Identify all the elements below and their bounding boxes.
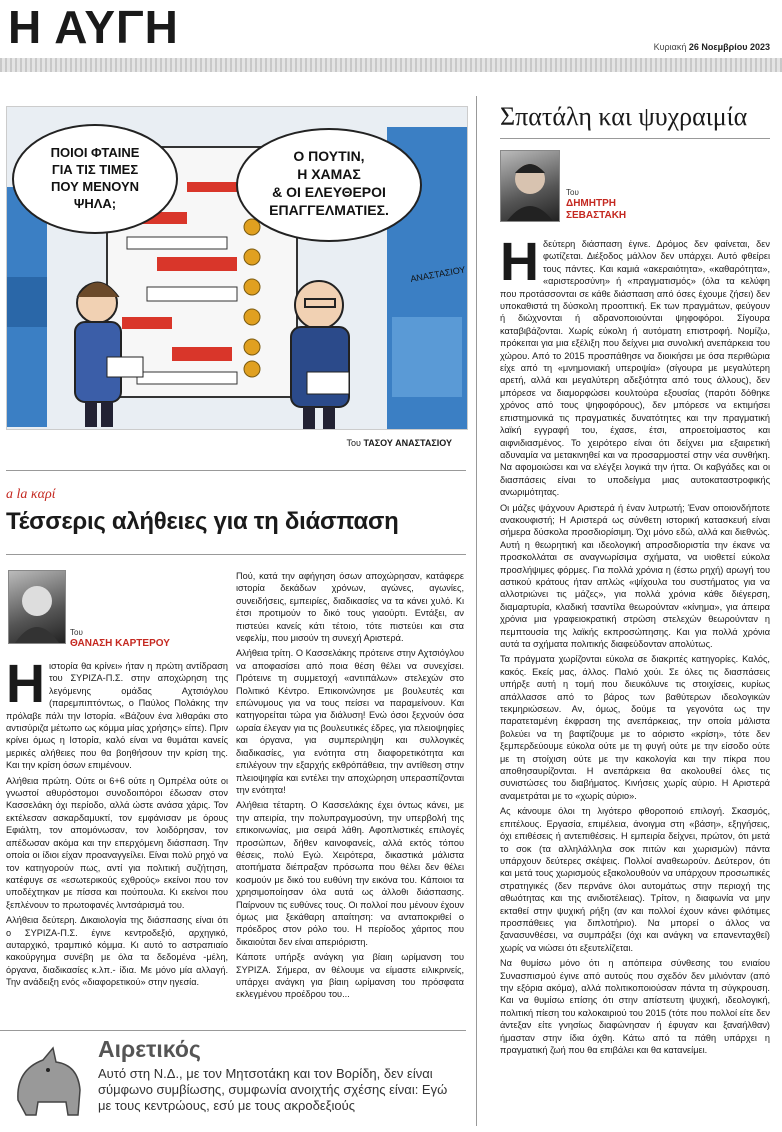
sidebar-divider bbox=[0, 1030, 466, 1031]
cartoon-character-right bbox=[291, 281, 349, 429]
drop-cap: Η bbox=[500, 238, 539, 292]
bubble-text-line: ΨΗΛΑ; bbox=[73, 196, 117, 211]
paragraph: Ας κάνουμε όλοι τη λιγότερο φθοροποιό επιλογή. Σκασμός, επιτέλους. Εργασία, επιμέλεια, άνοιγμα στη «βάση», εξηγήσεις, όχι επιθέσεις ή αντεπιθέσεις. Η εμπειρία δείχνει, πρώτον, ότι μετά το σοκ (τα αλληλάλληλα σοκ πιτών και χωρισμών) πάντα υπάρχουν δεύτερες σκέψεις. Πολλοί αναθεωρούν. Δεύτερον, ότι και μετά τους χωρισμούς εξακολουθούν να υπάρχουν προσωπικές στρατηγικές (δεν περνάνε όλοι αυτομάτως στην περιοχή της αθωότητας και της ανιδιοτέλειας). Τρίτον, η διαφωνία να μην εκταθεί στην ψυχική ρήξη (αν και πολλοί έχουν κάνει φιλότιμες προσπάθειες για διπλοτήριο). Να μπορεί ο άλλος να ξανασυνθέσει, να συμπράξει (όχι και ανάγκη να επανενταχθεί) χωρίς να νιώσει ότι εξευτελίζεται. bbox=[500, 806, 770, 953]
paragraph: Οι μάζες ψάχνουν Αριστερά ή έναν λυτρωτή; Έναν οποιονδήποτε ανακουφιστή; Η Αριστερά ως σύνθετη ιστορική κατασκευή είναι σήμερα δύσκολα προσδιορίσιμη. Όχι μόνο εδώ, αλλά και διεθνώς. Αυτή η θεωρητική και ιδεολογική απροσδιοριστία την έκανε να προσκολλάται σε αναγνωρίσιμα σχήματα, να υιοθετεί εύκολα προσλήψιμες φόρμες. Για πολλά χρόνια η (έστω ρηχή) αρωγή του αστικού κράτους ήταν απλώς «ψίχουλα του συστήματος για να αλλοτριώνει τις μάζες», για πολλά χρόνια κάθε διέγερση, διαμαρτυρία, κλαδική τσαντίλα θεωρούνταν «κίνημα», για άπειρα χρόνια μια γραφειοκρατική στρώση στελεχών θεωρούνταν η πεμπτουσία της λαϊκής εκπροσώπησης. Και για πολλά χρόνια αυτά τα σχήματα πολιτικής διαφεύδονταν απολύτως. bbox=[500, 502, 770, 649]
article-headline: Τέσσερις αλήθειες για τη διάσπαση bbox=[6, 508, 399, 535]
masthead-divider bbox=[0, 58, 782, 72]
cartoon-credit bbox=[347, 438, 452, 448]
cartoon-credit-prefix: Του bbox=[346, 438, 364, 448]
bubble-text-line: ΠΟΙΟΙ ΦΤΑΙΝΕ bbox=[50, 145, 140, 160]
author-photo-sevastaki bbox=[500, 150, 560, 222]
paragraph: Αλήθεια πρώτη. Ούτε οι 6+6 ούτε η Ομπρέλα ούτε οι γνωστοί αθυρόστομοι συνοδοιπόροι έδωσαν στον Κασσελάκη όχι περίοδο, αλλά ώστε ανάσα χάρις. Τον εκτέλεσαν ασκαρδαμυκτί, τον εμφάνισαν με όρους Εφιάλτη, τον απομόνωσαν, τον λοιδόρησαν, τον απέδωσαν ακόμα και την επερχόμενη διάσπαση. Την οποία οι ίδιοι είχαν προαναγγείλει. Είναι πολύ ρηχό να τον κατηγορούν πως, αντί για πολιτική συζήτηση, κατέφυγε σε «εσωτερικούς εχθρούς» εκείνοι που τον υποδέχτηκαν με πίσσα και πούπουλα. Κι εκείνοι που ξεπλένουν το πρωτοφανές λιντσάρισμά του. bbox=[6, 775, 228, 910]
masthead: Η ΑΥΓΗ bbox=[8, 1, 179, 53]
paragraph: Τα πράγματα χωρίζονται εύκολα σε διακριτές κατηγορίες. Καλός, κακός. Εκείς μας, άλλος. Παλιό χούι. Σε όλες τις διασπάσεις υπήρξε αυτή η τομή που διευκόλυνε τις στοιχίσεις, κυρίως απάλλασσε από το βάρος των βαθύτερων ιδεολογικών τεκμηριώσεων. Αν, όμως, δούμε τα γεγονότα ως την παρατεταμένη έκφραση της ανεπάρκειας, την οποία μάλιστα βολεύει να τη βαφτίζουμε με το αόριστο «κρίση», τότε δεν ξεμπερδεύουμε εύκολα ούτε με τη φυγή ούτε με την είσοδο ούτε με τη στοίχιση ούτε με την κακολογία και την πίκρα που αποθησαυρίζονται. Η ανεπάρκεια θα ακολουθεί όλες τις συνιστώσες του διαβήματος. Κινήσεις χωρίς αύριο. Η Αριστερά αναμετράται με το «χωρίς αύριο». bbox=[500, 654, 770, 801]
sidebar-title: Αιρετικός bbox=[98, 1036, 201, 1062]
bubble-text-line: & ΟΙ ΕΛΕΥΘΕΡΟΙ bbox=[272, 184, 386, 200]
paragraph: Αλήθεια δεύτερη. Δικαιολογία της διάσπασης είναι ότι ο ΣΥΡΙΖΑ-Π.Σ. έγινε κεντροδεξιό, αρχηγικό, αυταρχικό, τραμπικό κόμμα. Κι αυτό το αστραπιαίο κακούργημα συνέβη με όλα τα δεδομένα -μέλη, όργανα, διαδικασίες κ.λπ.- ίδια. Με μόνο μία αλλαγή. Την ανάδειξη ενός «διαφορετικού» στην ηγεσία. bbox=[6, 915, 228, 988]
bubble-text-line: Ο ΠΟΥΤΙΝ, bbox=[293, 148, 365, 164]
paragraph: Κάποτε υπήρξε ανάγκη για βίαιη ωρίμανση του ΣΥΡΙΖΑ. Σήμερα, αν θέλουμε να είμαστε ειλικρινείς, υπάρχει ανάγκη για βίαιη ωρίμανση του πρόσφατα εκλεγμένου προέδρου του... bbox=[236, 952, 464, 1000]
author-photo-karterou bbox=[8, 570, 66, 644]
issue-date-value: 26 Νοεμβρίου 2023 bbox=[688, 42, 770, 52]
left-article-column-1 bbox=[6, 660, 228, 1030]
editorial-cartoon bbox=[6, 106, 468, 430]
issue-date bbox=[654, 42, 770, 52]
right-article-headline: Σπατάλη και ψυχραιμία bbox=[500, 102, 748, 131]
paragraph: δεύτερη διάσπαση έγινε. Δρόμος δεν φαίνεται, δεν φωτίζεται. Διέξοδος μάλλον δεν υπάρχει. Αυτό φθείρει τους πάντες. Και καμιά «ακεραιότητα», «καθαρότητα», «αριστεροσύνη» ή «πραγματισμός» (όλα τα κελύφη που προτάσσονται σε κάθε διάσπαση από όσες έχουμε ζήσει) δεν υποκαθιστά τη δύσκολη προοπτική. Εκ των πραγμάτων, φεύγουν ή διώχνονται ή αδρανοποιούνται ψηφοφόροι. Σίγουρα καταβιβάζονται. Χωρίς εύκολη ή αυτόματη επιστροφή. Νομίζω, πρόκειται για μια εξέλιξη που δείχνει μια συνολική ανεπάρκεια του χώρου. Από το 2015 προσπάθησε να διοικήσει με όσα περιθώρια είχε από τη «μνημονιακή υπεροψία» (σίγουρα με μεγαλύτερη αρετή, αλλά και μεγαλύτερη αδεξιότητα από τους άλλους), δεν μπόρεσε να διαμορφώσει κουλτούρα εξουσίας (παρότι δόθηκε χρόνος από τους ψηφοφόρους), δεν μπόρεσε να εκτιμήσει επιστημονικά τις πραγματικές δυνατότητες και την πραγματική λαϊκή εγγραφή του, έχασε, έτσι, απροετοίμαστος και αιφνιδιασμένος. Το χειρότερο είναι ότι δείχνει μια εξαιρετική αδυναμία να μετακινηθεί και να προσαρμοστεί στην νέα συνθήκη. Να αφομοιώσει και να ελέγξει λογικά την ήττα. Οι καβγάδες και οι διασπάσεις είναι το υποδείγμα μιας αυτοκαταστροφικής ανωριμότητας. bbox=[500, 239, 770, 498]
paragraph: Πού, κατά την αφήγηση όσων αποχώρησαν, κατάφερε ιστορία δεκάδων χρόνων, αγώνες, αγωνίες, συνειδήσεις, εμπειρίες, διαδικασίες να τα κάνει χυλό. Κι έτσι προτιμούν το δικό τους γιαούρτι. Εντάξει, αν πιστεύει κανείς κάτι τέτοιο, τότε πιστεύει και στα νεφελίμ, που μισούν τη συνεχή Αριστερά. bbox=[236, 571, 464, 644]
paragraph: Αλήθεια τρίτη. Ο Κασσελάκης πρότεινε στην Αχτσιόγλου να αποφασίσει από ποια θέση θέλει να συνεχίσει. Πρότεινε τη συμμετοχή «αντιπάλων» στελεχών στο Πολιτικό Κέντρο. Επικοινώνησε με βουλευτές και επώνυμους για να τους πείσει να παραμείνουν. Και κατηγορείται τώρα για διάλυση! Ενώ όσοι ξεχνούν όσα ωραία έλεγαν για τις βουλευτικές έδρες, για πλειοψηφίες και όργανα, για συμπεριληψη και συλλογικές διαδικασίες, για ενότητα στη διαφορετικότητα και επιλέγουν την εξαρχής εκθρόπάθεια, την αντίθεση στην πλειοψηφία και εντέλει την αποχώρηση υπερασπίζονται την ενότητα! bbox=[236, 648, 464, 795]
sidebar-text: Αυτό στη Ν.Δ., με τον Μητσοτάκη και τον Βορίδη, δεν είναι σύμφωνο συμβίωσης, συμφωνία ανοιχτής σχέσης είναι: Εγώ με τους κεντρώους, εσύ με τους ακροδεξιούς bbox=[98, 1066, 448, 1113]
bubble-text-line: ΠΟΥ ΜΕΝΟΥΝ bbox=[50, 179, 140, 194]
drop-cap: Η bbox=[6, 660, 45, 714]
author-prefix: Του bbox=[70, 628, 83, 637]
right-author-name-line1: ΔΗΜΗΤΡΗ bbox=[566, 198, 616, 209]
column-kicker: a la καρί bbox=[6, 487, 56, 502]
issue-date-prefix: Κυριακή bbox=[653, 42, 689, 52]
author-portrait-icon bbox=[9, 571, 65, 643]
cartoon-illustration bbox=[7, 107, 467, 429]
section-divider bbox=[6, 470, 466, 471]
paragraph: ιστορία θα κρίνει» ήταν η πρώτη αντίδραση του ΣΥΡΙΖΑ-Π.Σ. στην αποχώρηση της λεγόμενης ομάδας Αχτσιόγλου (παρεμπιπτόντως, ο Παύλος Πολάκης την πρόλαβε πάλι την Ιστορία. «Βάζουν ένα λιθαράκι στο αντισύριζα μέτωπο ως κόμμα μίας χρήσης» είπε). Πριν κρίνει όμως η Ιστορία, καλό είναι να θυμάται κανείς μερικές αλήθειες που θα βοηθήσουν την κρίση της. Και την κρίση όσων επιμένουν. bbox=[6, 661, 228, 771]
rhino-illustration-icon bbox=[8, 1040, 88, 1120]
headline-divider bbox=[6, 554, 466, 555]
right-headline-divider bbox=[500, 138, 770, 139]
left-article-column-2 bbox=[236, 570, 464, 1030]
right-author-name-line2: ΣΕΒΑΣΤΑΚΗ bbox=[566, 210, 627, 221]
cartoon-credit-name: ΤΑΣΟΥ ΑΝΑΣΤΑΣΙΟΥ bbox=[363, 438, 452, 448]
right-author-prefix: Του bbox=[566, 188, 579, 197]
paragraph: Αλήθεια τέταρτη. Ο Κασσελάκης έχει όντως κάνει, με την απειρία, την πολυπραγμοσύνη, την υπερβολή της επικοινωνίας, μια σειρά λάθη. Αφοπλιστικές επιλογές προσώπων, δήθεν καινοφανείς, αλλά εκτός τόπου θέσεις, πολύ Εγώ. Χειρότερα, δικαστικά μάλιστα ατοπήματα διέπραξαν πρόσωπα που θέλει δεν θέλει κοσμούν με δικό του ευθύνη την εικόνα του. Κάποιοι τα χρησιμοποίησαν όλα αυτά ως άλλοθι διάσπασης. Παίρνουν τις ευθύνες τους. Οι πολλοί που μένουν έχουν όμως μια ξεκάθαρη απαίτηση: να ανταποκριθεί ο πρόεδρος στον ρόλο του. Η περίοδος χάριτος που δικαιούται δεν είναι απεριόριστη. bbox=[236, 800, 464, 947]
paragraph: Να θυμίσω μόνο ότι η απόπειρα σύνθεσης του ενιαίου Συνασπισμού έγινε από αυτούς που σχεδόν δεν μιλιόνταν (από την εξόρια ακόμα), αλλά πολιτικοποιούσαν πάντα τη σύγκρουση. Και να θυμίσω επίσης ότι στην απίστευτη ψυχική, ιδεολογική, πολιτική πίεση του καλοκαιριού του 2015 (τότε που πολλοί είτε δεν άντεξαν είτε γνησίως διαφώνησαν ή έφυγαν και ξαναήλθαν) ήμασταν στην ίδια όχθη. Κάτω από τα πάθη υπάρχει η πραγματική ζωή που θα επιβάλει και θα κατανείμει. bbox=[500, 958, 770, 1055]
cartoon-signature: ΑΝΑΣΤΑΣΙΟΥ bbox=[409, 264, 467, 284]
right-article-body bbox=[500, 238, 770, 1126]
bubble-text-line: Η ΧΑΜΑΣ bbox=[297, 166, 361, 182]
author-name: ΘΑΝΑΣΗ ΚΑΡΤΕΡΟΥ bbox=[70, 638, 170, 649]
column-separator bbox=[476, 96, 477, 1126]
author-portrait-icon bbox=[501, 151, 559, 221]
bubble-text-line: ΓΙΑ ΤΙΣ ΤΙΜΕΣ bbox=[51, 162, 139, 177]
bubble-text-line: ΕΠΑΓΓΕΛΜΑΤΙΕΣ. bbox=[269, 202, 389, 218]
